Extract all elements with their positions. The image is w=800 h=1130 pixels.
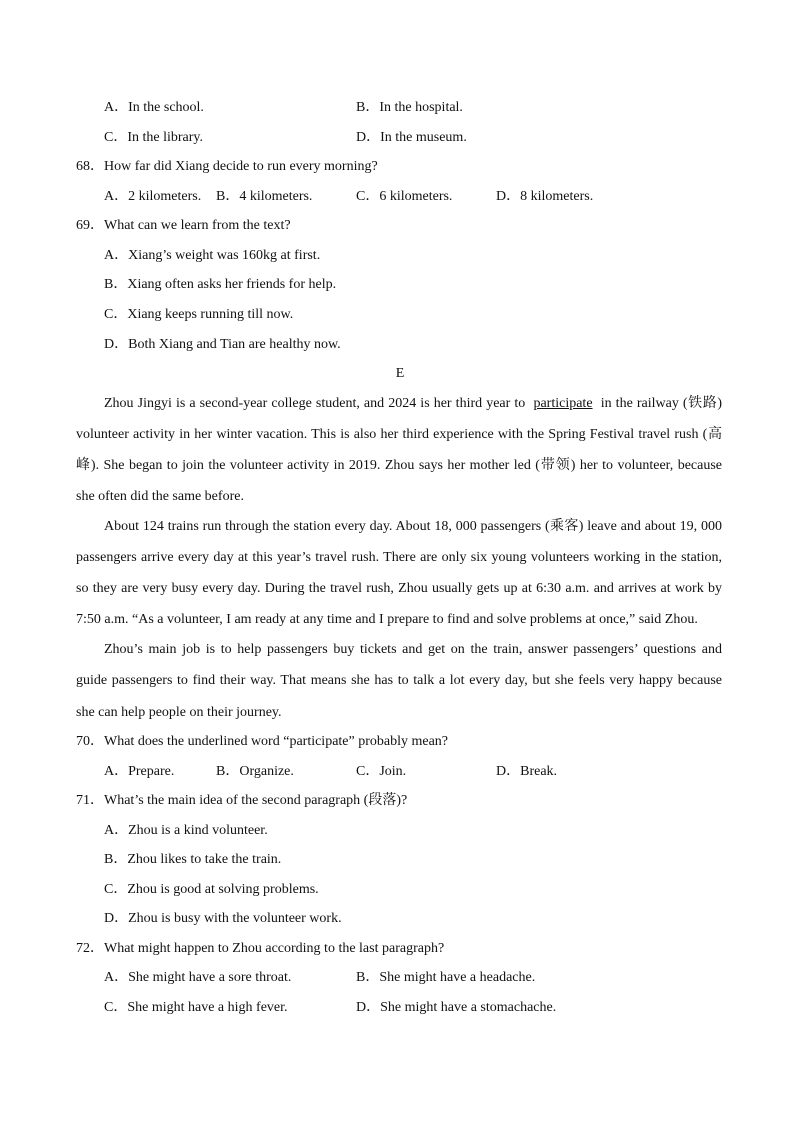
q71-option-b: B．Zhou likes to take the train. — [104, 852, 282, 867]
q71-option-a: A．Zhou is a kind volunteer. — [104, 823, 268, 838]
q67-option-c: C．In the library. — [104, 130, 204, 145]
q72-option-a: A．She might have a sore throat. — [104, 970, 292, 985]
paragraph-2-line-2: passengers arrive every day at this year’s travel rush. There are only six young volunteers working in the station, — [76, 550, 722, 565]
q70-option-a: A．Prepare. — [104, 764, 175, 779]
q70-question: 70．What does the underlined word “participate” probably mean? — [76, 734, 449, 749]
paragraph-3-line-2: guide passengers to find their way. That means she has to talk a lot every day, but she feels very happy because — [76, 673, 722, 688]
q70-option-d: D．Break. — [496, 764, 558, 779]
section-title: E — [395, 366, 405, 381]
q69-option-b: B．Xiang often asks her friends for help. — [104, 277, 337, 292]
q69-option-c: C．Xiang keeps running till now. — [104, 307, 294, 322]
paragraph-3-line-3: she can help people on their journey. — [76, 705, 282, 720]
q70-option-b: B．Organize. — [216, 764, 294, 779]
q67-option-b: B．In the hospital. — [356, 100, 463, 115]
q71-option-c: C．Zhou is good at solving problems. — [104, 882, 319, 897]
q68-question: 68．How far did Xiang decide to run every morning? — [76, 159, 378, 174]
q71-question: 71．What’s the main idea of the second paragraph (段落)? — [76, 793, 408, 808]
q69-option-a: A．Xiang’s weight was 160kg at first. — [104, 248, 321, 263]
paragraph-2-line-4: 7:50 a.m. “As a volunteer, I am ready at any time and I prepare to find and solve problems at once,” said Zhou. — [76, 612, 698, 627]
paragraph-3-line-1: Zhou’s main job is to help passengers buy tickets and get on the train, answer passengers’ questions and — [104, 642, 722, 657]
paragraph-2-line-3: so they are very busy every day. During the travel rush, Zhou usually gets up at 6:30 a.m. and arrives at work by — [76, 581, 722, 596]
q69-question: 69．What can we learn from the text? — [76, 218, 291, 233]
paragraph-1-line-1 — [104, 395, 722, 413]
paragraph-2-line-1: About 124 trains run through the station every day. About 18, 000 passengers (乘客) leave and about 19, 000 — [104, 519, 722, 534]
q70-option-c: C．Join. — [356, 764, 407, 779]
q68-option-d: D．8 kilometers. — [496, 189, 594, 204]
q72-option-b: B．She might have a headache. — [356, 970, 536, 985]
q69-option-d: D．Both Xiang and Tian are healthy now. — [104, 337, 341, 352]
q67-option-d: D．In the museum. — [356, 130, 467, 145]
paragraph-1-line-3: 峰). She began to join the volunteer activity in 2019. Zhou says her mother led (带领) her to volunteer, because — [76, 458, 722, 473]
paragraph-1-line-4: she often did the same before. — [76, 489, 244, 504]
q67-option-a: A．In the school. — [104, 100, 204, 115]
paragraph-text: Zhou Jingyi is a second-year college student, and 2024 is her third year to — [104, 396, 526, 411]
paragraph-text: in the railway (铁路) — [600, 396, 723, 411]
q68-option-a: A．2 kilometers. — [104, 189, 202, 204]
q72-option-d: D．She might have a stomachache. — [356, 1000, 557, 1015]
q68-option-c: C．6 kilometers. — [356, 189, 453, 204]
q68-option-b: B．4 kilometers. — [216, 189, 313, 204]
q71-option-d: D．Zhou is busy with the volunteer work. — [104, 911, 342, 926]
paragraph-1-line-2: volunteer activity in her winter vacation. This is also her third experience with the Spring Festival travel rush (高 — [76, 427, 722, 442]
q72-option-c: C．She might have a high fever. — [104, 1000, 288, 1015]
underlined-word: participate — [533, 396, 593, 411]
q72-question: 72．What might happen to Zhou according to the last paragraph? — [76, 941, 445, 956]
